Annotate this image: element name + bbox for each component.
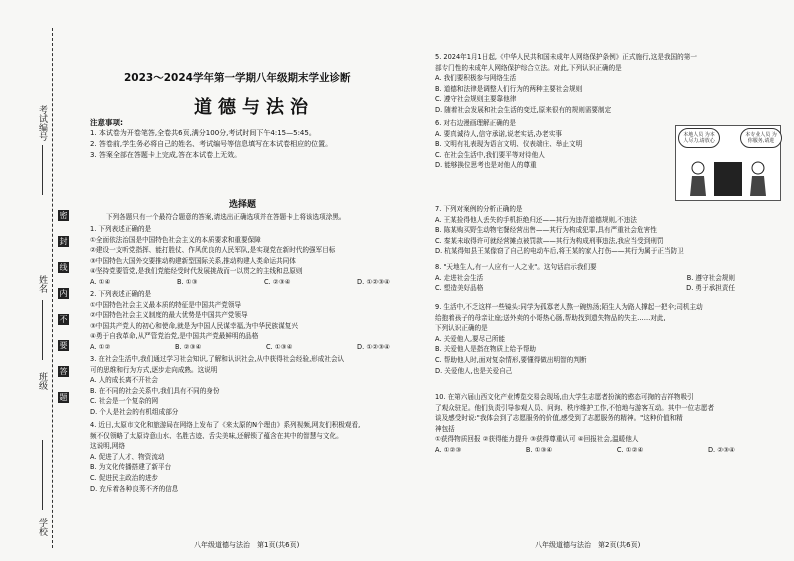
- option: A. ①②③: [435, 445, 462, 454]
- seal-char: 内: [59, 289, 68, 298]
- question-line: A. 促进了人才、物资流动: [90, 452, 165, 461]
- question-line: A. 我们要积极参与网络生活: [435, 74, 517, 83]
- name-label: 姓名: [37, 275, 47, 293]
- question-line: C. 遵守社会规则主要靠他律: [435, 95, 517, 104]
- seal-char: 线: [59, 263, 68, 272]
- question-line: B. 关爱他人是指在物质上给予帮助: [435, 345, 537, 354]
- question-line: D. 个人是社会的有机组成部分: [90, 407, 179, 416]
- question-8: [435, 262, 787, 294]
- question-line: A. 人的成长离不开社会: [90, 376, 158, 385]
- school-label: 学校: [37, 518, 47, 536]
- options-row: [435, 273, 735, 284]
- seal-dash-line: [52, 28, 53, 548]
- question-2: [90, 289, 412, 353]
- options-row: [90, 277, 390, 288]
- cartoon-bubble-left: 本地人员 为本人尽力,请放心: [678, 128, 720, 148]
- cartoon-figure-right-head: [752, 162, 764, 174]
- note-item: 2. 答卷前,学生务必将自己的姓名、考试编号等信息填写在本试卷相应的位置。: [90, 140, 333, 148]
- note-item: 1. 本试卷为开卷笔答,全卷共6页,满分100分,考试时间下午4:15—5:45。: [90, 129, 316, 137]
- question-line: C. 秦某未取得许可就经营摊点被罚款——其行为构成刑事违法,我应当受到刑罚: [435, 236, 664, 245]
- question-line: A. 王某捡得他人丢失的手机拒绝归还——其行为违背道德规则,不违法: [435, 215, 637, 224]
- question-5: [435, 52, 787, 116]
- cartoon-figure-left-head: [692, 162, 704, 174]
- question-line: A. 要真诚待人,信守承诺,说老实话,办老实事: [435, 129, 562, 138]
- question-line: 频不仅领略了太原诗意山水、名胜古迹、舌尖美味,还解锁了蕴含在其中的智慧与文化。: [90, 431, 343, 440]
- question-line: D. 充斥着各种良莠不齐的信息: [90, 484, 179, 493]
- question-line: 5. 2024年1月1日起,《中华人民共和国未成年人网络保护条例》正式施行,这是我国的第一: [435, 53, 697, 61]
- question-line: 谈及感受时说:"我体会到了志愿服务的价值,感受到了志愿服务的精神。"这种价值和精: [435, 414, 683, 423]
- section-instruction: [106, 212, 428, 223]
- seal-char: 题: [59, 393, 68, 402]
- option: A. ①②: [90, 342, 111, 351]
- section-title: 选择题: [229, 200, 257, 210]
- cartoon-image: [675, 125, 781, 201]
- question-line: 神包括: [435, 424, 455, 433]
- question-line: ②中国特色社会主义制度的最大优势是中国共产党领导: [90, 311, 248, 320]
- question-10: [435, 392, 787, 456]
- seal-char: 要: [59, 341, 68, 350]
- page-footer-left: 八年级道德与法治 第1页(共6页): [194, 541, 300, 549]
- class-label: 班级: [37, 372, 47, 390]
- option: C. 塑造美好品格: [435, 284, 484, 293]
- instruction-text: 下列各题只有一个最符合题意的答案,请选出正确选项并在答题卡上将该选项涂黑。: [106, 213, 346, 221]
- question-line: D. 随着社会发展和社会生活的变迁,原来很有的规则需要制定: [435, 105, 612, 114]
- question-line: B. 文明有礼表现为语言文明、仪表端庄、举止文明: [435, 140, 583, 149]
- question-line: B. 道德和法律是调整人们行为的两种主要社会规则: [435, 84, 583, 93]
- seal-char: 密: [59, 211, 68, 220]
- question-line: 这说明,网络: [90, 442, 126, 451]
- question-line: ④坚持党要管党,是我们党能经受时代发展挑战而一以贯之的主线和总原则: [90, 267, 303, 276]
- question-line: C. 在社会生活中,我们要平等对待他人: [435, 150, 545, 159]
- question-line: D. 杭某得知县王某像窃了自己的电动车后,将王某的家人打伤——其行为属于正当防卫: [435, 247, 684, 256]
- option: B. ①③: [176, 277, 198, 286]
- question-6: [435, 118, 675, 171]
- question-line: 7. 下列对案例的分析正确的是: [435, 205, 523, 213]
- question-line: 下列认识正确的是: [435, 324, 488, 333]
- question-7: [435, 204, 787, 257]
- option: D. ①②③④: [357, 342, 390, 351]
- question-line: D. 关爱他人,也是关爱自己: [435, 366, 513, 375]
- cartoon-figure-right-body: [750, 176, 766, 196]
- question-line: C. 帮助他人时,面对复杂情形,要懂得做出明智的判断: [435, 355, 587, 364]
- option: A. ①④: [90, 277, 111, 286]
- question-line: B. 为文化传播搭建了新平台: [90, 463, 172, 472]
- question-line: 8. "天地生人,有一人应有一人之业"。这句话启示我们要: [435, 263, 597, 271]
- cartoon-bubble-right: 本专业人员 为你服务,请进: [740, 128, 782, 148]
- question-line: 可的思维和行为方式,逐步走向成熟。这说明: [90, 365, 218, 374]
- option: D. ①②③④: [357, 277, 390, 286]
- option: D. 勇于承担责任: [686, 284, 735, 293]
- exam-no-label: 考试编号: [37, 105, 47, 141]
- subject-title: 道德与法治: [194, 97, 314, 118]
- note-item: 3. 答案全部在答题卡上完成,答在本试卷上无效。: [90, 151, 242, 159]
- question-line: 1. 下列表述正确的是: [90, 225, 152, 233]
- question-line: 2. 下列表述正确的是: [90, 290, 152, 298]
- question-9: [435, 302, 787, 376]
- page-footer-right: 八年级道德与法治 第2页(共6页): [535, 541, 641, 549]
- question-line: 给抱着孩子的母亲让座;送外卖的小哥热心肠,帮助找到遗失物品的失主……对此,: [435, 313, 666, 322]
- options-row: [90, 342, 390, 353]
- question-line: ①获得物质回报 ②获得能力提升 ③获得尊重认可 ④回报社会,温暖他人: [435, 435, 639, 444]
- exam-no-line: [42, 145, 43, 195]
- seal-char: 不: [59, 315, 68, 324]
- question-line: B. 陈某购买野生动物宅餐经营出售——其行为构成犯罪,具有严重社会危害性: [435, 226, 657, 235]
- option: B. 遵守社会规则: [686, 273, 735, 282]
- option: B. ①③④: [525, 445, 553, 454]
- options-row: [435, 283, 735, 294]
- option: C. ②③④: [264, 277, 291, 286]
- option: C. ①③④: [265, 342, 293, 351]
- seal-char: 答: [59, 367, 68, 376]
- exam-title: 2023～2024学年第一学期八年级期末学业诊断: [124, 72, 351, 84]
- cartoon-door: [714, 162, 742, 196]
- option: B. ②③④: [174, 342, 202, 351]
- option: C. ①②④: [616, 445, 644, 454]
- binding-strip: [0, 0, 82, 561]
- seal-char: 封: [59, 237, 68, 246]
- options-row: [435, 445, 735, 456]
- question-1: [90, 224, 412, 288]
- question-line: ③中国特色大国外交要推动构建新型国际关系,推动构建人类命运共同体: [90, 256, 296, 265]
- question-line: 4. 近日,太原市文化和旅游局在网络上发布了《来太原的N个理由》系列视频,网友们积极观看,: [90, 421, 361, 429]
- question-line: C. 社会是一个复杂的网: [90, 397, 159, 406]
- question-line: 10. 在第六届山西文化产业博览交易会现场,由大学生志愿者扮演的憨态可掬的吉祥物吸引: [435, 393, 694, 401]
- question-4: [90, 420, 412, 494]
- right-column: [425, 0, 785, 561]
- question-line: 了观众驻足。他们负责引导参观人员、问询、秩序维护工作,不怕地与游客互动。其中一位志愿者: [435, 403, 715, 412]
- question-line: ①中国特色社会主义最本质的特征是中国共产党领导: [90, 300, 241, 309]
- question-line: D. 能够换位思考也是对他人的尊重: [435, 161, 537, 170]
- question-line: 部专门性的未成年人网络保护综合立法。对此,下列认识正确的是: [435, 63, 622, 72]
- cartoon-figure-left-body: [690, 176, 706, 196]
- question-3: [90, 354, 412, 418]
- name-line: [42, 300, 43, 360]
- question-line: 9. 生活中,不乏这样一些镜头:同学为孤寡老人熬一碗热汤;陌生人为路人撑起一把伞;司机主动: [435, 303, 703, 311]
- question-line: 3. 在社会生活中,我们通过学习社会知识,了解和认识社会,从中获得社会经验,形成社会认: [90, 355, 345, 363]
- notes-heading: 注意事项:: [90, 118, 123, 127]
- question-line: ①全面依法治国是中国特色社会主义的本质要求和重要保障: [90, 235, 261, 244]
- question-line: 6. 对右边漫画理解正确的是: [435, 119, 516, 127]
- question-line: B. 在不同的社会关系中,我们具有不同的身份: [90, 386, 220, 395]
- question-line: C. 促进民主政治的进步: [90, 473, 159, 482]
- school-line: [42, 440, 43, 510]
- option: D. ②③④: [707, 445, 735, 454]
- question-line: ③中国共产党人的初心和使命,就是为中国人民谋幸福,为中华民族谋复兴: [90, 321, 298, 330]
- left-column: [84, 0, 416, 561]
- question-line: A. 关爱他人,要尽己所能: [435, 334, 506, 343]
- question-line: ④勇于自我革命,从严管党治党,是中国共产党最鲜明的品格: [90, 332, 259, 341]
- question-line: ②建设一支听党指挥、能打胜仗、作风优良的人民军队,是实现党在新时代的强军目标: [90, 246, 336, 255]
- notes-block: [90, 117, 410, 161]
- option: A. 走进社会生活: [435, 273, 484, 282]
